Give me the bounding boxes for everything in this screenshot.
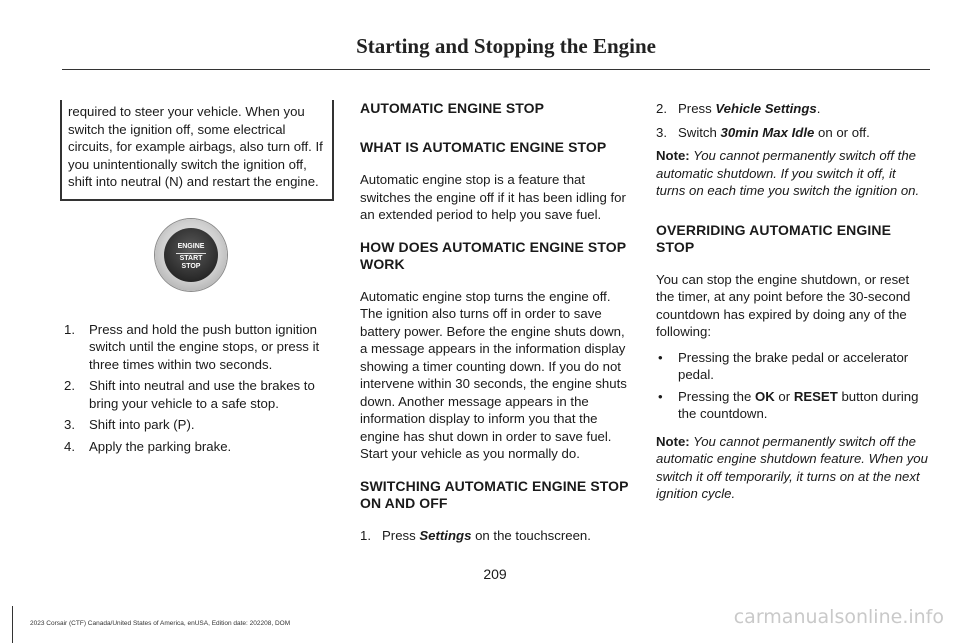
step-number: 3.	[656, 124, 667, 140]
step-vehicle-settings	[656, 100, 928, 118]
list-item	[64, 377, 336, 412]
section-heading: AUTOMATIC ENGINE STOP	[360, 100, 545, 116]
bullet-text: Pressing the brake pedal or accelerator pedal.	[678, 349, 909, 382]
reset-label: RESET	[793, 388, 838, 404]
note-text: You cannot permanently switch off the automatic shutdown. If you switch it off, it turns on each time you switch the ignition on.	[656, 148, 920, 198]
step-number: 2.	[656, 101, 667, 116]
paragraph: Automatic engine stop turns the engine off. The ignition also turns off in order to save battery power. Before the engine shuts down, a message appears in the information display showing a timer counting down. If you do not intervene within 30 seconds, the engine shuts down. Another message appears in the information display to inform you that the engine has shut down in order to save fuel. Start your vehicle as you normally do.	[360, 288, 627, 461]
step-text: Shift into park (P).	[89, 417, 195, 432]
step-text: Press	[678, 101, 716, 116]
section-heading: SWITCHING AUTOMATIC ENGINE STOP ON AND OFF	[360, 477, 629, 511]
note	[656, 433, 928, 503]
step-emphasis: Vehicle Settings	[715, 101, 817, 116]
page-number: 209	[483, 566, 507, 582]
step-text: .	[816, 101, 821, 116]
engine-start-stop-button-icon	[155, 219, 227, 291]
step-text: Press	[382, 527, 420, 543]
header-rule	[62, 69, 930, 70]
shutdown-steps	[64, 321, 336, 456]
step-number: 3.	[64, 417, 75, 432]
step-text: Switch	[678, 124, 721, 140]
column-left	[64, 100, 336, 459]
column-right	[656, 100, 928, 503]
list-item	[64, 321, 336, 374]
bullet-text: Pressing the	[678, 388, 755, 404]
ok-label: OK	[754, 388, 775, 404]
list-item	[64, 438, 336, 456]
bullet-text: or	[774, 388, 794, 404]
bullet-text: button during the countdown.	[678, 388, 919, 421]
note-label: Note:	[656, 433, 690, 449]
button-label-start: START	[179, 254, 203, 262]
column-middle	[360, 100, 632, 544]
section-heading: WHAT IS AUTOMATIC ENGINE STOP	[360, 139, 607, 155]
button-label-engine: ENGINE	[177, 242, 205, 250]
paragraph: Automatic engine stop is a feature that switches the engine off if it has been idling for an extended period to help you save fuel.	[360, 172, 626, 222]
page-header-title: Starting and Stopping the Engine	[356, 34, 656, 58]
bullet-mark: •	[658, 388, 663, 404]
step-settings	[360, 527, 632, 545]
override-list	[656, 349, 928, 423]
section-heading: OVERRIDING AUTOMATIC ENGINE STOP	[656, 221, 892, 255]
list-item	[64, 416, 336, 434]
button-face	[164, 228, 218, 282]
warning-text: required to steer your vehicle. When you switch the ignition off, some electrical circuits, for example airbags, also turn off. If you unintentionally switch the ignition off, shift into neutral (N) and restart the engine.	[68, 104, 323, 189]
button-label-stop: STOP	[181, 262, 201, 270]
step-text: Apply the parking brake.	[89, 438, 232, 454]
button-divider	[176, 253, 206, 254]
crop-mark	[12, 606, 13, 643]
bullet-mark: •	[658, 349, 663, 365]
step-max-idle	[656, 124, 928, 142]
step-emphasis: 30min Max Idle	[720, 124, 815, 140]
step-text: on or off.	[814, 124, 870, 140]
step-number: 1.	[64, 321, 75, 337]
note-text: You cannot permanently switch off the automatic engine shutdown feature. When you switch it off temporarily, it turns on at the next ignition cycle.	[656, 433, 928, 501]
paragraph: You can stop the engine shutdown, or reset the timer, at any point before the 30-second countdown has expired by doing any of the following:	[656, 271, 911, 339]
section-heading: HOW DOES AUTOMATIC ENGINE STOP WORK	[360, 238, 626, 272]
site-watermark: carmanualsonline.info	[733, 606, 944, 628]
step-number: 1.	[360, 527, 371, 543]
engine-start-stop-figure	[64, 213, 336, 311]
step-text: Press and hold the push button ignition switch until the engine stops, or press it three times within two seconds.	[89, 321, 320, 372]
edition-footer: 2023 Corsair (CTF) Canada/United States of America, enUSA, Edition date: 202208, DOM	[30, 620, 291, 627]
step-text: on the touchscreen.	[471, 527, 591, 543]
list-item	[656, 349, 928, 384]
note	[656, 147, 928, 200]
step-emphasis: Settings	[419, 527, 472, 543]
warning-box	[60, 100, 334, 201]
step-number: 4.	[64, 438, 75, 454]
note-label: Note:	[656, 148, 690, 163]
list-item	[656, 388, 928, 423]
step-text: Shift into neutral and use the brakes to bring your vehicle to a safe stop.	[89, 378, 315, 411]
step-number: 2.	[64, 378, 75, 393]
